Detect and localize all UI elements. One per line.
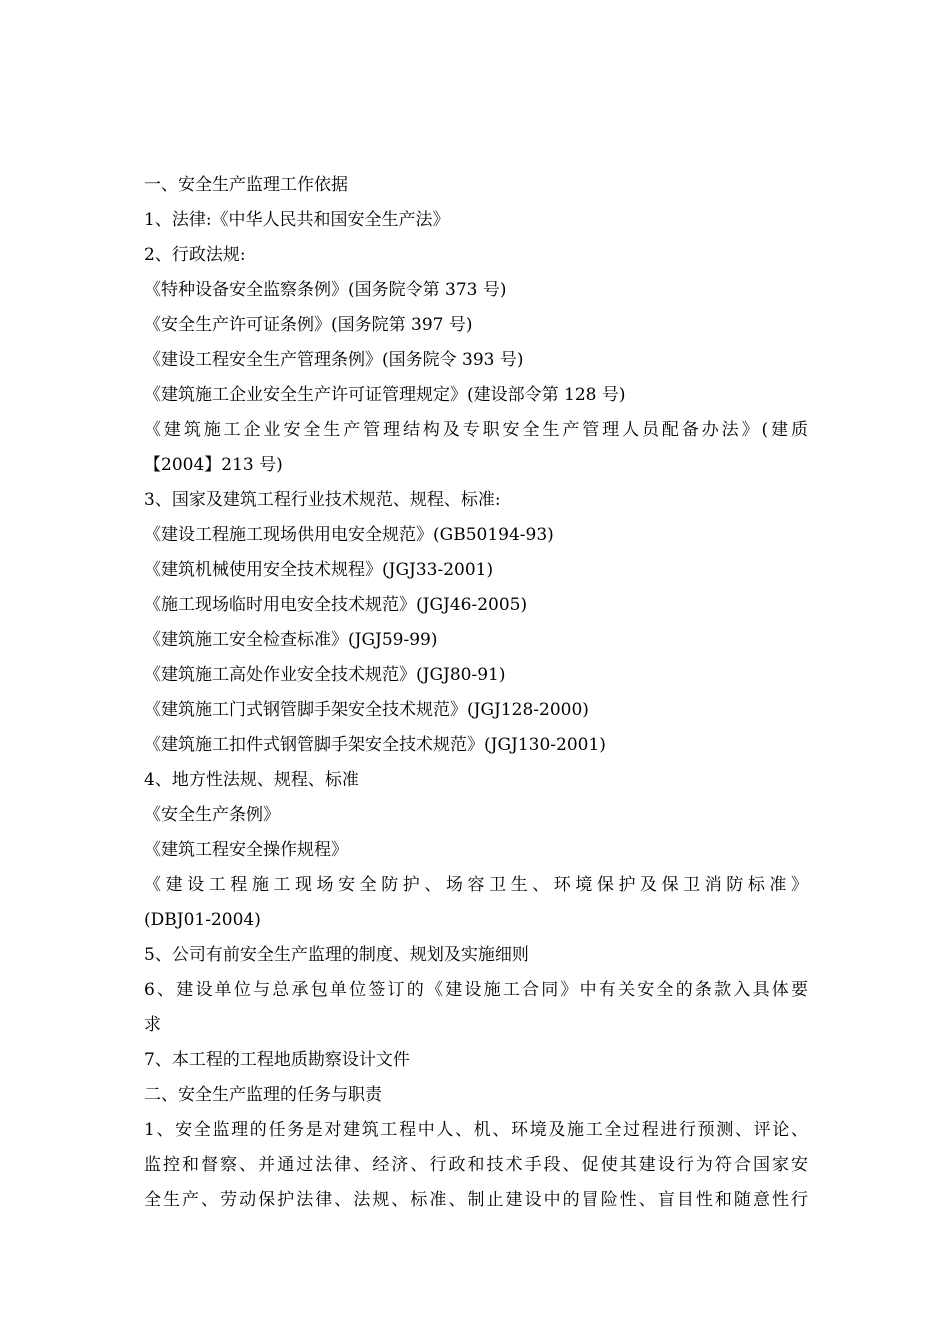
regulation-item: 《建设工程安全生产管理条例》(国务院令 393 号) <box>144 350 524 370</box>
local-regulation-item: 《安全生产条例》 <box>144 805 280 825</box>
company-rules-item: 5、公司有前安全生产监理的制度、规划及实施细则 <box>144 945 529 965</box>
local-regulation-item: 《建设工程施工现场安全防护、场容卫生、环境保护及保卫消防标准》 <box>144 875 808 895</box>
document-body <box>144 168 808 1218</box>
standard-item: 《建筑施工门式钢管脚手架安全技术规范》(JGJ128-2000) <box>144 700 589 720</box>
law-item: 1、法律:《中华人民共和国安全生产法》 <box>144 210 450 230</box>
local-regulation-item-continued: (DBJ01-2004) <box>144 910 261 930</box>
task-paragraph-line: 全生产、劳动保护法律、法规、标准、制止建设中的冒险性、盲目性和随意性行 <box>144 1190 808 1210</box>
geological-survey-item: 7、本工程的工程地质勘察设计文件 <box>144 1050 410 1070</box>
regulation-item: 《建筑施工企业安全生产管理结构及专职安全生产管理人员配备办法》(建质 <box>144 420 808 440</box>
local-regulation-item: 《建筑工程安全操作规程》 <box>144 840 348 860</box>
contract-item-continued: 求 <box>144 1015 161 1035</box>
task-paragraph-line: 1、安全监理的任务是对建筑工程中人、机、环境及施工全过程进行预测、评论、 <box>144 1120 808 1140</box>
regulation-item: 《特种设备安全监察条例》(国务院令第 373 号) <box>144 280 507 300</box>
subheading-administrative-regulations: 2、行政法规: <box>144 245 246 265</box>
subheading-local-regulations: 4、地方性法规、规程、标准 <box>144 770 359 790</box>
standard-item: 《施工现场临时用电安全技术规范》(JGJ46-2005) <box>144 595 528 615</box>
standard-item: 《建筑机械使用安全技术规程》(JGJ33-2001) <box>144 560 494 580</box>
standard-item: 《建筑施工扣件式钢管脚手架安全技术规范》(JGJ130-2001) <box>144 735 606 755</box>
task-paragraph-line: 监控和督察、并通过法律、经济、行政和技术手段、促使其建设行为符合国家安 <box>144 1155 808 1175</box>
regulation-item-continued: 【2004】213 号) <box>144 455 283 475</box>
section-heading-1: 一、安全生产监理工作依据 <box>144 175 348 195</box>
standard-item: 《建设工程施工现场供用电安全规范》(GB50194-93) <box>144 525 554 545</box>
regulation-item: 《安全生产许可证条例》(国务院第 397 号) <box>144 315 473 335</box>
standard-item: 《建筑施工高处作业安全技术规范》(JGJ80-91) <box>144 665 506 685</box>
subheading-technical-standards: 3、国家及建筑工程行业技术规范、规程、标准: <box>144 490 501 510</box>
standard-item: 《建筑施工安全检查标准》(JGJ59-99) <box>144 630 438 650</box>
regulation-item: 《建筑施工企业安全生产许可证管理规定》(建设部令第 128 号) <box>144 385 626 405</box>
contract-item: 6、建设单位与总承包单位签订的《建设施工合同》中有关安全的条款入具体要 <box>144 980 808 1000</box>
section-heading-2: 二、安全生产监理的任务与职责 <box>144 1085 382 1105</box>
